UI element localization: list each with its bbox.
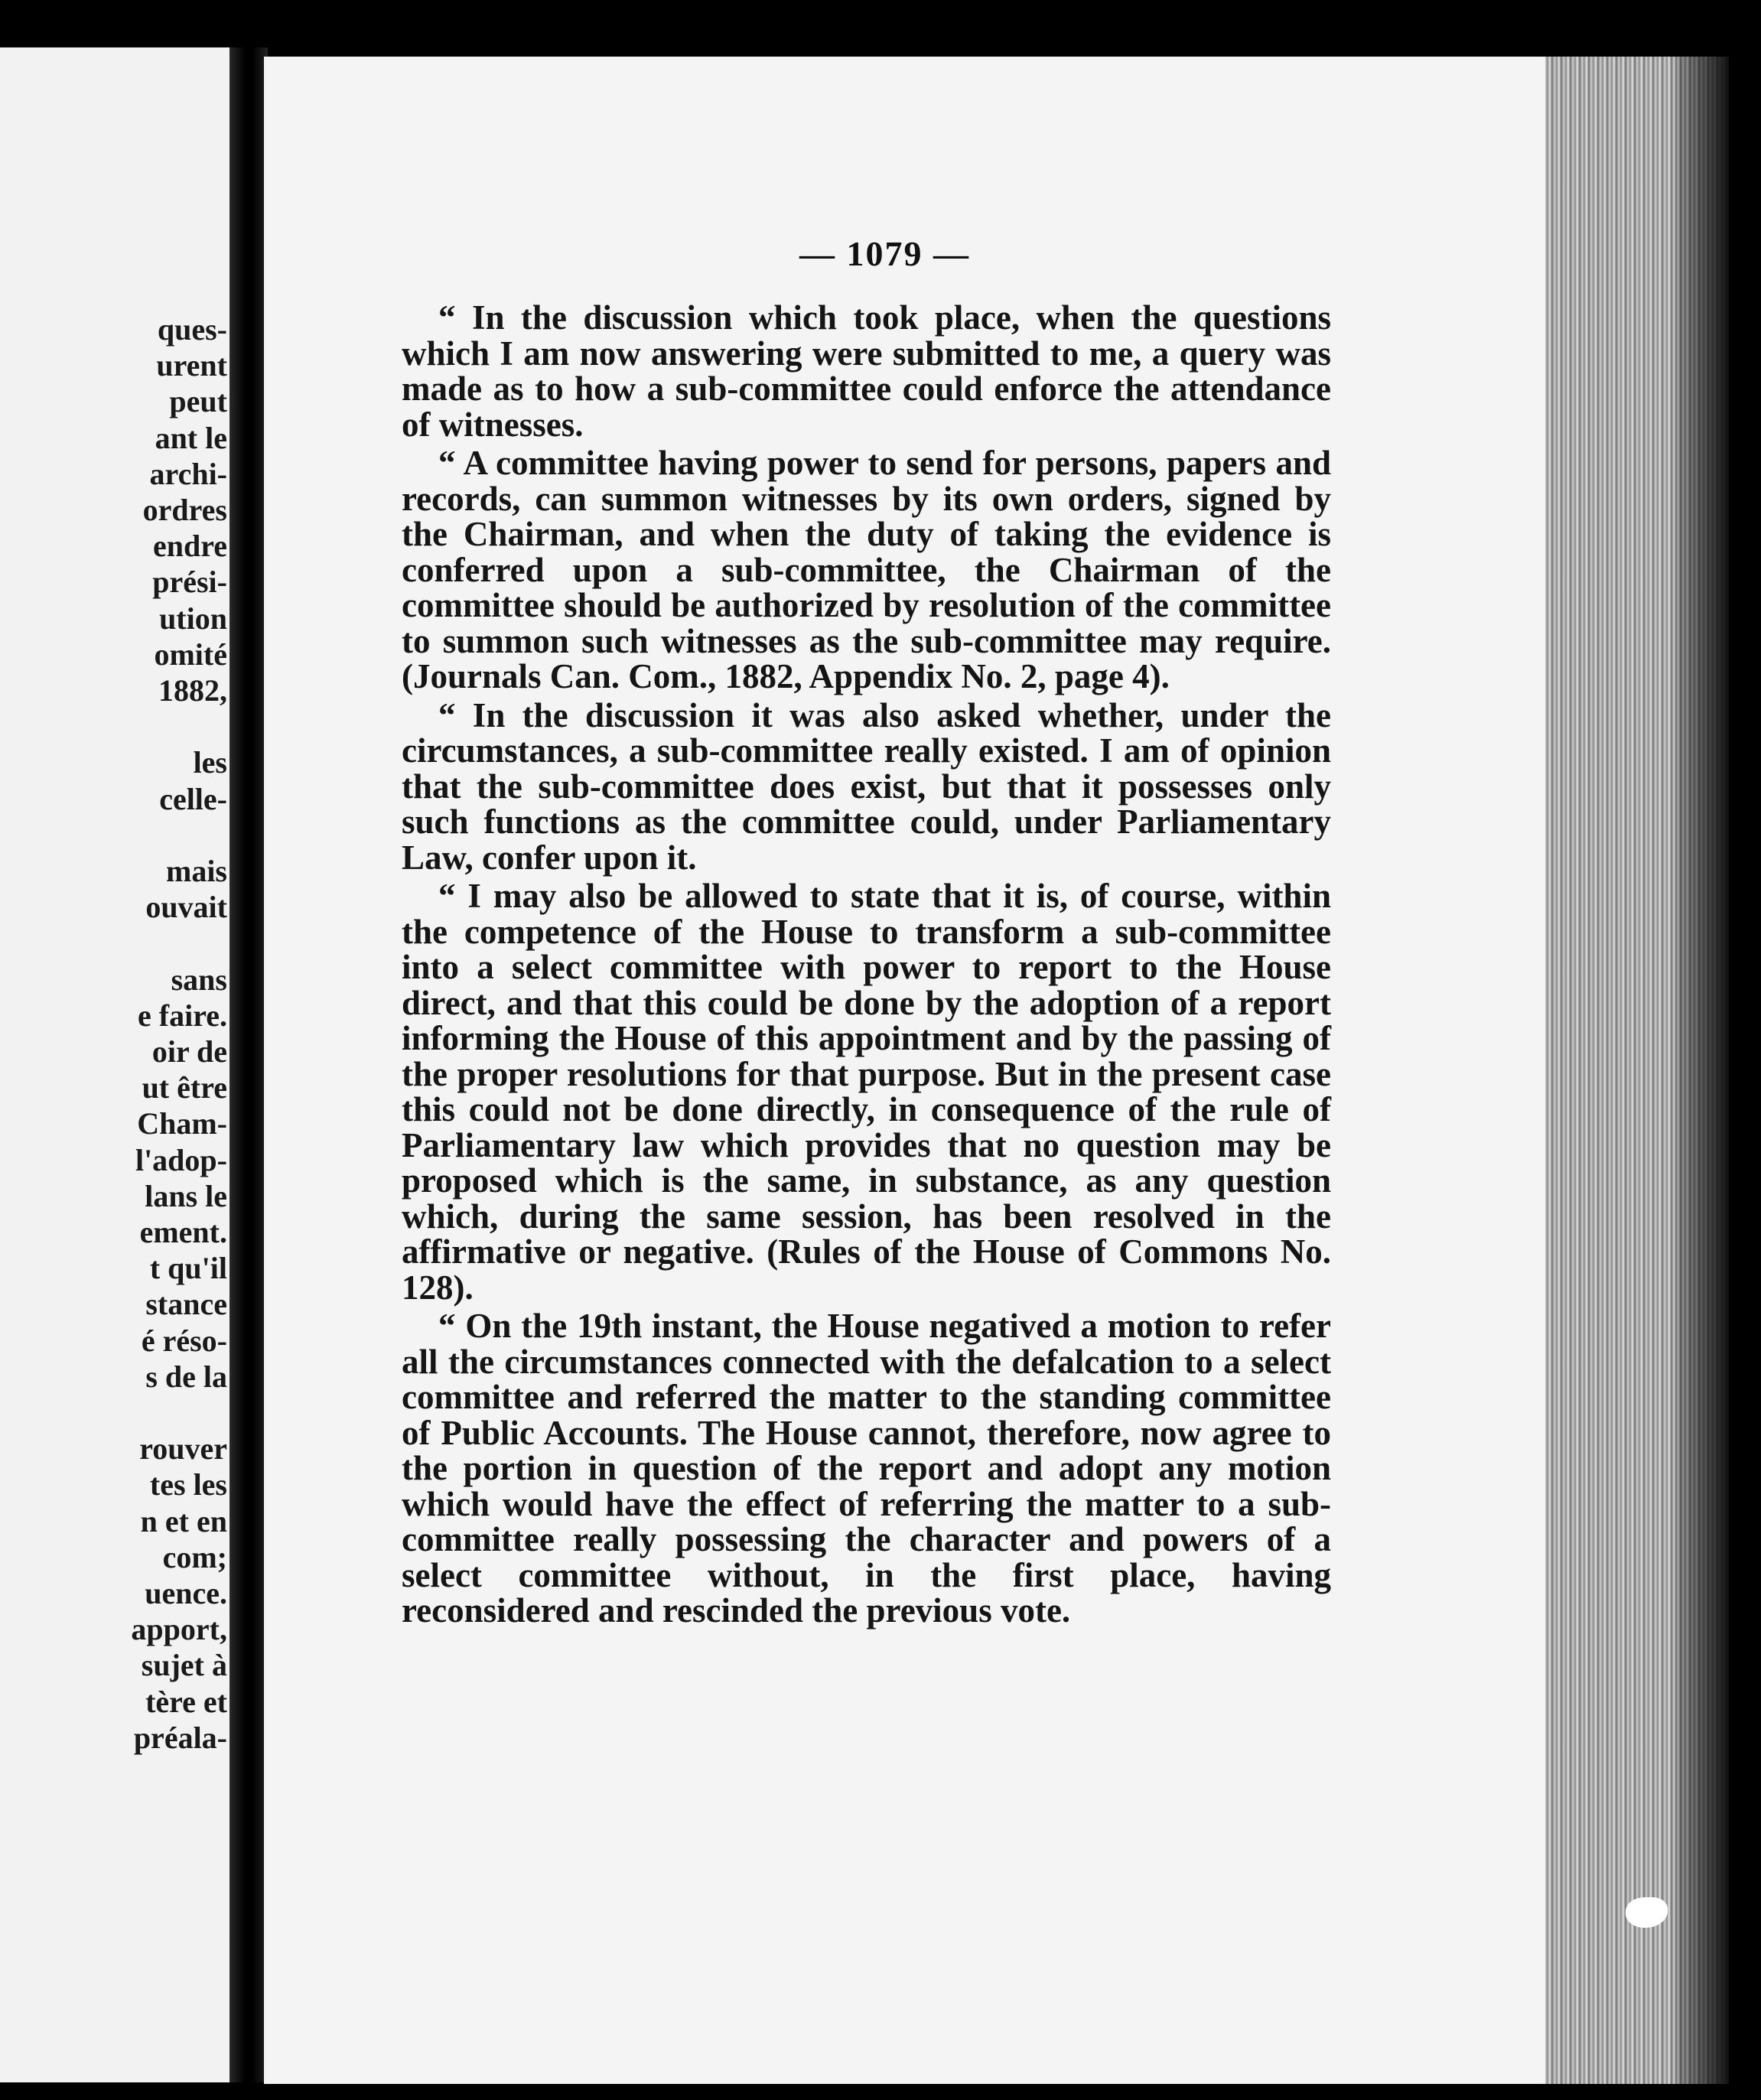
previous-page-line: tère et (145, 1684, 227, 1719)
previous-page-line: ordres (142, 493, 227, 527)
previous-page-line: e faire. (138, 998, 227, 1033)
previous-page-line: les (193, 745, 227, 780)
previous-page-line: Cham- (137, 1106, 227, 1141)
paragraph: “ In the discussion it was also asked whether, under the circumstances, a sub-committee really existed. I am of opinion that the sub-committee does exist, but that it possesses only such functions as the committee could, under Parliamentary Law, confer upon it. (402, 695, 1331, 877)
paragraph: “ A committee having power to send for persons, papers and records, can summon witnesses by its own orders, signed by the Chairman, and when the duty of taking the evidence is conferred upon a sub-committee, the Chairman of the committee should be authorized by resolution of the committee to summon such witnesses as the sub-committee may require. (Journals Can. Com., 1882, Appendix No. 2, page 4). (402, 444, 1331, 695)
previous-page-line: mais (166, 854, 227, 888)
previous-page-line: apport, (131, 1612, 227, 1647)
previous-page-line: t qu'il (149, 1251, 227, 1286)
previous-page-line: stance (145, 1287, 227, 1322)
book-gutter (229, 47, 268, 2082)
previous-page-line: peut (169, 384, 227, 419)
paragraph: “ On the 19th instant, the House negatived a motion to refer all the circumstances connected with the defalcation to a select committee and referred the matter to the standing committee of Public Accounts. The House cannot, therefore, now agree to the portion in question of the report and adopt any motion which would have the effect of referring the matter to a sub-committee really possessing the character and powers of a select committee without, in the first place, having reconsidered and rescinded the previous vote. (402, 1307, 1331, 1630)
previous-page-line: n et en (140, 1503, 227, 1538)
previous-page-line: archi- (149, 456, 227, 491)
previous-page-line: oir de (151, 1034, 227, 1069)
previous-page-line: urent (156, 348, 227, 383)
previous-page-line: ut être (142, 1070, 227, 1105)
previous-page-line: com; (162, 1539, 227, 1574)
previous-page-line: ution (159, 601, 227, 636)
previous-page-line: tes les (149, 1467, 227, 1503)
previous-page-fragment (0, 47, 245, 2082)
page-number: — 1079 — (799, 234, 970, 273)
previous-page-line: sans (171, 962, 227, 997)
paragraph: “ In the discussion which took place, when the questions which I am now answering were submitted to me, a query was made as to how a sub-committee could enforce the attendance of witnesses. (402, 298, 1331, 444)
page-body (402, 300, 1331, 1632)
page-edge-stack (1545, 57, 1729, 2084)
previous-page-line: é réso- (141, 1323, 227, 1358)
previous-page-line: omité (154, 637, 227, 672)
previous-page-line: ement. (139, 1215, 227, 1249)
previous-page-line: préala- (133, 1720, 227, 1755)
previous-page-line: uence. (145, 1576, 227, 1610)
previous-page-line: endre (152, 529, 227, 564)
previous-page-line: lans le (145, 1178, 227, 1213)
paragraph: “ I may also be allowed to state that it is, of course, within the competence of the House to transform a sub-committee into a select committee with power to report to the House direct, and that this could be done by the adoption of a report informing the House of this appointment and by the passing of the proper resolutions for that purpose. But in the present case this could not be done directly, in consequence of the rule of Parliamentary law which provides that no question may be proposed which is the same, in substance, as any question which, during the same session, has been resolved in the affirmative or negative. (Rules of the House of Commons No. 128). (402, 877, 1331, 1307)
previous-page-line: s de la (145, 1359, 227, 1394)
previous-page-line: sujet à (141, 1648, 227, 1683)
previous-page-line: celle- (159, 781, 227, 816)
previous-page-line: ant le (155, 420, 227, 455)
previous-page-line: ouvait (145, 890, 227, 925)
previous-page-line: ques- (157, 312, 227, 347)
previous-page-line: 1882, (158, 673, 227, 708)
previous-page-line: l'adop- (135, 1142, 227, 1177)
previous-page-line: rouver (139, 1431, 227, 1467)
previous-page-line: prési- (152, 565, 227, 600)
previous-page-text (0, 47, 233, 2082)
